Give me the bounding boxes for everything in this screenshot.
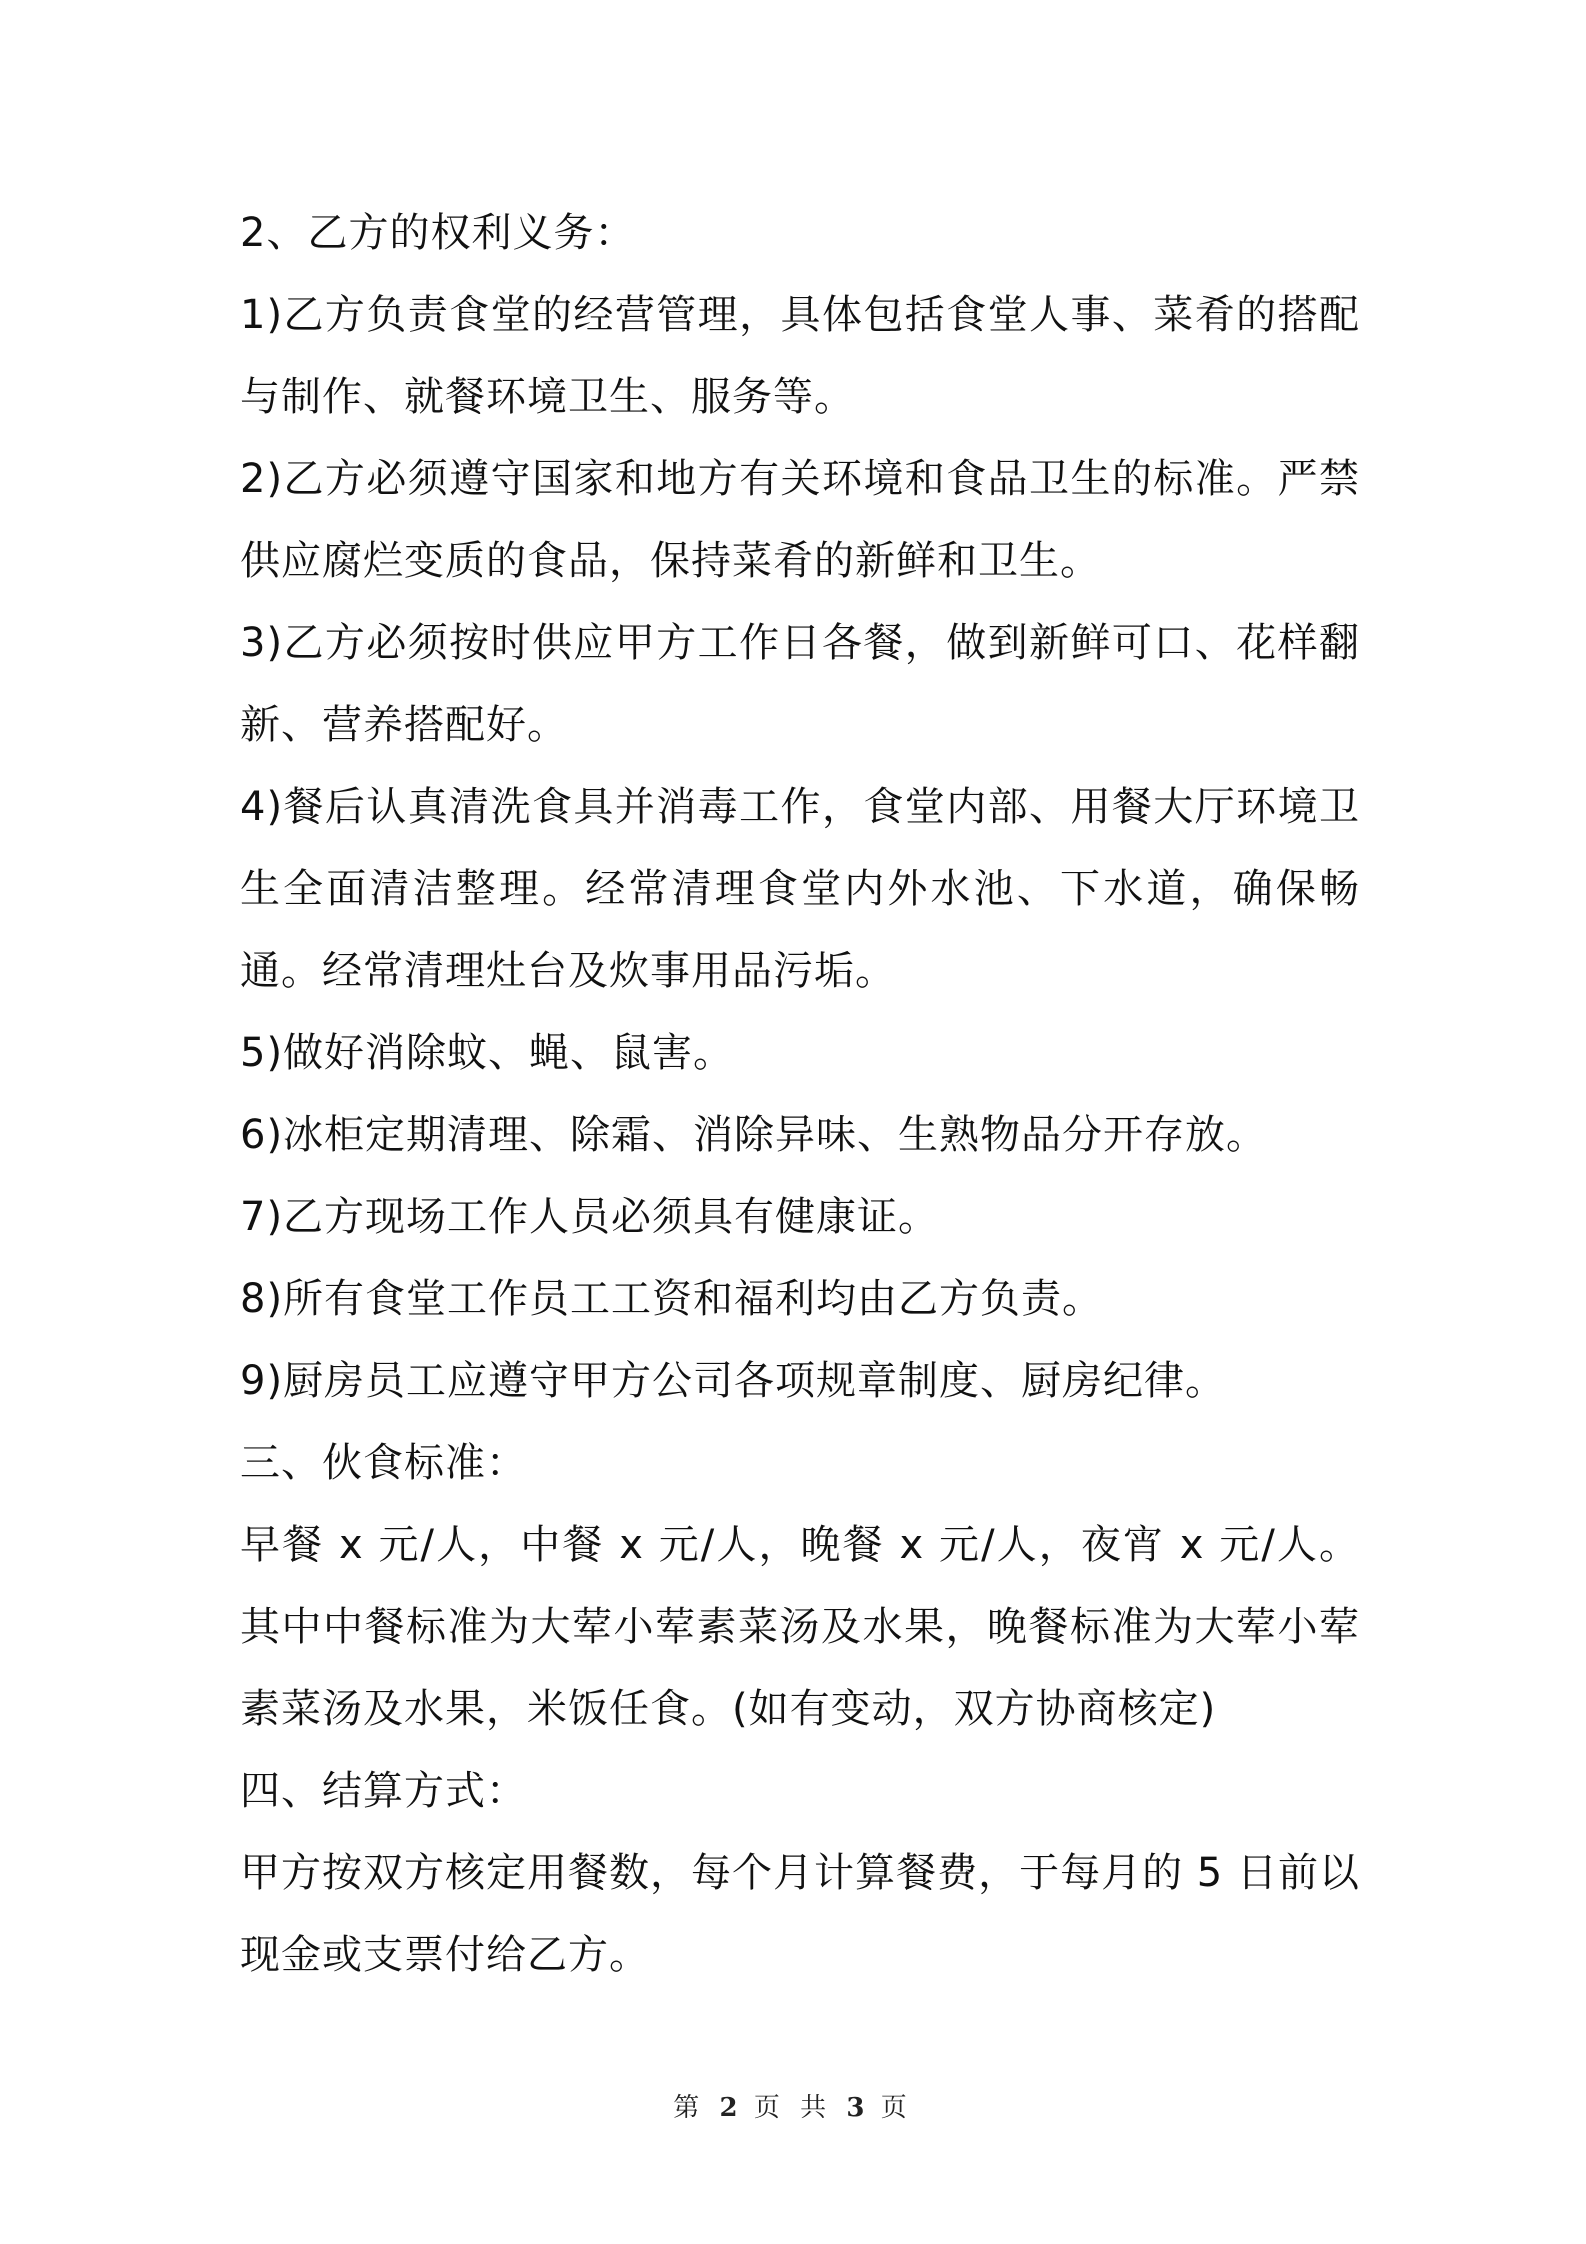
- paragraph-item-2: 2)乙方必须遵守国家和地方有关环境和食品卫生的标准。严禁供应腐烂变质的食品，保持菜肴的新鲜和卫生。: [240, 456, 1360, 584]
- paragraph-item-8: 8)所有食堂工作员工工资和福利均由乙方负责。: [240, 1276, 1104, 1322]
- paragraph-item-5: 5)做好消除蚊、蝇、鼠害。: [240, 1030, 735, 1076]
- document-body: [240, 192, 1360, 1996]
- paragraph-item-4: 4)餐后认真清洗食具并消毒工作，食堂内部、用餐大厅环境卫生全面清洁整理。经常清理食堂内外水池、下水道，确保畅通。经常清理灶台及炊事用品污垢。: [240, 784, 1360, 994]
- section-heading-settlement: 四、结算方式：: [240, 1768, 527, 1814]
- paragraph-meal-standard: 早餐 x 元/人，中餐 x 元/人，晚餐 x 元/人，夜宵 x 元/人。其中中餐标准为大荤小荤素菜汤及水果，晚餐标准为大荤小荤素菜汤及水果，米饭任食。(如有变动，双方协商核定): [240, 1522, 1360, 1732]
- paragraph-item-6: 6)冰柜定期清理、除霜、消除异味、生熟物品分开存放。: [240, 1112, 1268, 1158]
- footer-suffix: 页: [880, 2093, 913, 2123]
- footer-prefix: 第: [673, 2093, 706, 2123]
- paragraph-item-3: 3)乙方必须按时供应甲方工作日各餐，做到新鲜可口、花样翻新、营养搭配好。: [240, 620, 1360, 748]
- paragraph-item-7: 7)乙方现场工作人员必须具有健康证。: [240, 1194, 940, 1240]
- paragraph-item-1: 1)乙方负责食堂的经营管理，具体包括食堂人事、菜肴的搭配与制作、就餐环境卫生、服务等。: [240, 292, 1360, 420]
- paragraph-settlement: 甲方按双方核定用餐数，每个月计算餐费，于每月的 5 日前以现金或支票付给乙方。: [240, 1850, 1360, 1978]
- section-heading-meal-standard: 三、伙食标准：: [240, 1440, 527, 1486]
- page-footer: [0, 2088, 1586, 2128]
- section-heading-party-b-rights: 2、乙方的权利义务：: [240, 210, 636, 256]
- footer-middle: 页 共: [753, 2093, 833, 2123]
- paragraph-item-9: 9)厨房员工应遵守甲方公司各项规章制度、厨房纪律。: [240, 1358, 1227, 1404]
- total-page-number: 3: [846, 2093, 867, 2123]
- current-page-number: 2: [719, 2093, 740, 2123]
